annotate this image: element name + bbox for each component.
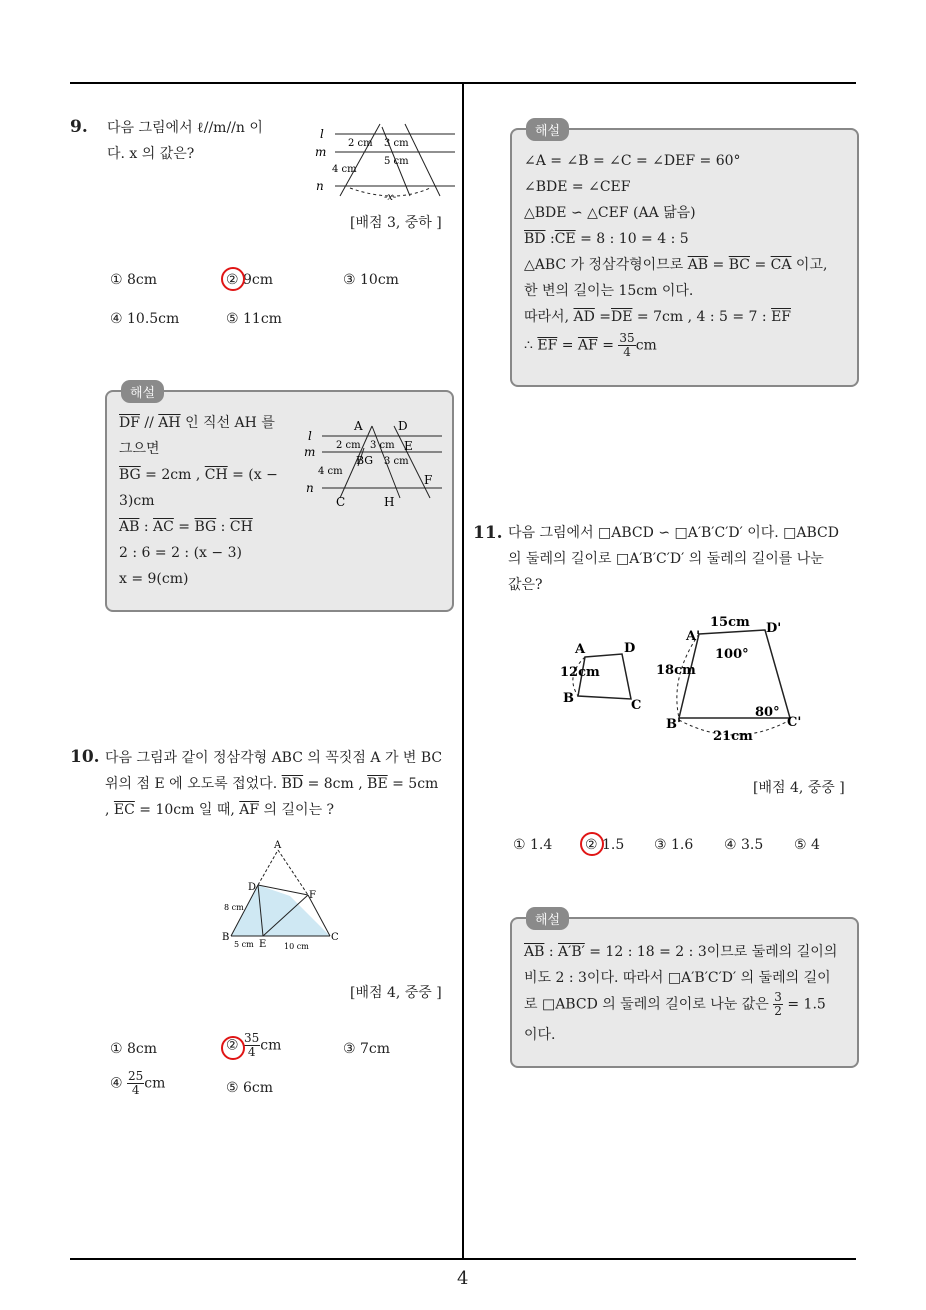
q9-figure [310, 122, 460, 202]
sol10-line7: 따라서, $\overline{AD} =\overline{DE} = 7cm$ , 4 : 5 = 7 : $\overline{EF}$ [524, 309, 791, 325]
q9-fig-d: 5 cm [384, 156, 409, 167]
q11-choice-2[interactable]: ② 1.5 [585, 837, 625, 853]
q9-fig-c: 4 cm [332, 164, 357, 175]
q10-fig-bd: 8 cm [224, 903, 244, 912]
q9-score: [배점 3, 중하 ] [350, 215, 442, 231]
q10-text [105, 745, 460, 823]
q11-choice-1[interactable]: ① 1.4 [513, 837, 553, 853]
q9-text-line2: 다. x 의 값은? [107, 146, 195, 162]
q11-score: [배점 4, 중중 ] [753, 780, 845, 796]
sol9-fig-A: A [354, 419, 363, 433]
sol9-fig-D: D [398, 419, 408, 433]
sol9-fig-c: 3 cm [384, 456, 409, 467]
q10-text-line3: , $\overline{EC} = 10cm$ 일 때, $\overline{AF}$ 의 길이는 ? [105, 802, 335, 818]
q10-fig-F: F [309, 890, 316, 901]
sol9-line5: $\overline{AB}$ : $\overline{AC} = \overline{BG}$ : $\overline{CH}$ [119, 519, 253, 535]
q10-fig-B: B [222, 932, 230, 943]
q11-fig-angA: 100° [715, 647, 749, 662]
q10-choice-4[interactable]: ④ $\frac{25}{4}$ cm [110, 1069, 166, 1097]
q10-choice-1[interactable]: ① 8cm [110, 1041, 158, 1057]
sol9-fig-H: H [384, 495, 395, 508]
q11-fig-apdp: 15cm [710, 615, 750, 630]
sol10-line8: ∴ $\overline{EF} = \overline{AF}$ = $\frac{35}{4}$ cm [524, 331, 657, 359]
solution-box-q11 [510, 913, 859, 1068]
q10-fig-ec: 10 cm [284, 942, 309, 951]
q11-choice-5[interactable]: ⑤ 4 [794, 837, 820, 853]
q11-fig-D: D [624, 641, 636, 656]
q9-text-line1: 다음 그림에서 ℓ//m//n 이 [107, 120, 263, 136]
solution-box-q10 [510, 124, 859, 387]
q11-fig-Ap: A' [686, 629, 701, 644]
sol9-fig-b: 3 cm [370, 440, 395, 451]
q9-choice-2[interactable]: ② 9cm [226, 272, 274, 288]
q10-choice-2-fraction: $\frac{35}{4}$ [244, 1031, 260, 1059]
q11-fig-B: B [563, 691, 574, 706]
sol9-fig-C: C [336, 495, 346, 508]
q11-answer-mark [580, 832, 604, 856]
q11-fig-Cp: C' [787, 715, 802, 730]
q9-choice-5[interactable]: ⑤ 11cm [226, 311, 282, 327]
sol9-line1: $\overline{DF} // \overline{AH}$ 인 직선 AH 를 [119, 415, 275, 431]
q11-choice-4[interactable]: ④ 3.5 [724, 837, 764, 853]
sol9-figure [302, 418, 447, 508]
q9-choice-3[interactable]: ③ 10cm [343, 272, 399, 288]
sol11-line4: 이다. [524, 1027, 556, 1043]
q11-fig-apbp: 18cm [656, 663, 696, 678]
q10-text-line2: 위의 점 E 에 오도록 접었다. $\overline{BD} = 8cm$ , $\overline{BE} = 5cm$ [105, 776, 439, 792]
q11-number: 11. [473, 523, 503, 543]
q10-figure [218, 840, 348, 955]
q11-choice-3[interactable]: ③ 1.6 [654, 837, 694, 853]
q9-answer-mark [221, 267, 245, 291]
column-divider [462, 82, 464, 1260]
sol11-line2: 비도 2 : 3이다. 따라서 □A′B′C′D′ 의 둘레의 길이 [524, 970, 831, 986]
q11-text-line1: 다음 그림에서 □ABCD ∽ □A′B′C′D′ 이다. □ABCD [508, 525, 839, 541]
sol11-line3: 로 □ABCD 의 둘레의 길이로 나눈 값은 $\frac{3}{2}$ = 1.5 [524, 990, 826, 1018]
q10-number: 10. [70, 747, 100, 767]
page-number: 4 [457, 1268, 469, 1289]
solution-tag: 해설 [121, 380, 164, 403]
sol9-fig-E: E [404, 439, 413, 453]
sol10-line5: △ABC 가 정삼각형이므로 $\overline{AB} = \overline{BC} = \overline{CA}$ 이고, [524, 257, 828, 273]
sol11-fraction: $\frac{3}{2}$ [774, 990, 782, 1018]
sol9-line7: x = 9(cm) [119, 571, 189, 587]
sol10-line6: 한 변의 길이는 15cm 이다. [524, 283, 694, 299]
q9-fig-b: 3 cm [384, 138, 409, 149]
q10-choice-4-fraction: $\frac{25}{4}$ [128, 1069, 144, 1097]
q10-fig-D: D [248, 882, 257, 893]
sol9-line2: 그으면 [119, 441, 160, 457]
q11-text-line2: 의 둘레의 길이로 □A′B′C′D′ 의 둘레의 길이를 나눈 [508, 551, 824, 567]
sol9-fig-G: BG [356, 454, 374, 467]
sol10-line2: ∠BDE = ∠CEF [524, 179, 631, 195]
q11-text-line3: 값은? [508, 577, 543, 593]
q11-fig-angC: 80° [755, 705, 780, 720]
q11-text [508, 520, 858, 598]
q10-fig-C: C [331, 932, 339, 943]
q10-choice-3[interactable]: ③ 7cm [343, 1041, 391, 1057]
sol10-line3: △BDE ∽ △CEF (AA 닮음) [524, 205, 696, 221]
q9-text [107, 115, 263, 167]
q10-text-line1: 다음 그림과 같이 정삼각형 ABC 의 꼭짓점 A 가 변 BC [105, 750, 443, 766]
sol9-fig-l: l [308, 429, 312, 443]
q9-choice-1[interactable]: ① 8cm [110, 272, 158, 288]
q11-fig-Bp: B' [666, 717, 681, 732]
q9-fig-a: 2 cm [348, 138, 373, 149]
q10-fig-A: A [274, 840, 282, 851]
q9-fig-n: n [316, 179, 324, 193]
q9-choice-4[interactable]: ④ 10.5cm [110, 311, 180, 327]
sol9-line3: $\overline{BG} = 2cm$ , $\overline{CH} = (x$ − [119, 467, 278, 483]
sol9-fig-n: n [306, 481, 314, 495]
q10-fig-be: 5 cm [234, 940, 254, 949]
sol9-fig-F: F [424, 473, 433, 487]
q10-score: [배점 4, 중중 ] [350, 985, 442, 1001]
q11-fig-A: A [575, 642, 586, 657]
sol10-line4: $\overline{BD}$ $:\overline{CE} = 8$ : 10 = 4 : 5 [524, 231, 689, 247]
solution-tag: 해설 [526, 907, 569, 930]
q11-fig-Dp: D' [766, 621, 782, 636]
q11-figure [555, 610, 815, 745]
q9-fig-l: l [320, 127, 324, 141]
sol9-fig-a: 2 cm [336, 440, 361, 451]
q10-fig-E: E [259, 939, 267, 950]
q9-number: 9. [70, 117, 88, 137]
q10-choice-2[interactable]: ② $\frac{35}{4}$ cm [226, 1031, 282, 1059]
sol9-line4: 3)cm [119, 493, 155, 509]
q11-fig-C: C [631, 698, 642, 713]
solution-box-q9 [105, 386, 454, 612]
sol9-line6: 2 : 6 = 2 : (x − 3) [119, 545, 242, 561]
q11-fig-bpcp: 21cm [713, 729, 753, 744]
sol9-fig-m: m [304, 445, 316, 459]
q10-answer-mark [221, 1036, 245, 1060]
sol9-fig-d: 4 cm [318, 466, 343, 477]
q9-fig-m: m [315, 145, 327, 159]
sol11-line1: $\overline{AB}$ : A′B′ = 12 : 18 = 2 : 3이므로 둘레의 길이의 [524, 944, 838, 960]
bottom-rule [70, 1258, 856, 1260]
q11-fig-ab: 12cm [560, 665, 600, 680]
sol10-line1: ∠A = ∠B = ∠C = ∠DEF = 60° [524, 153, 741, 169]
solution-tag: 해설 [526, 118, 569, 141]
q9-fig-x: -x- [384, 192, 397, 202]
q10-choice-5[interactable]: ⑤ 6cm [226, 1080, 274, 1096]
sol10-fraction: $\frac{35}{4}$ [619, 331, 635, 359]
